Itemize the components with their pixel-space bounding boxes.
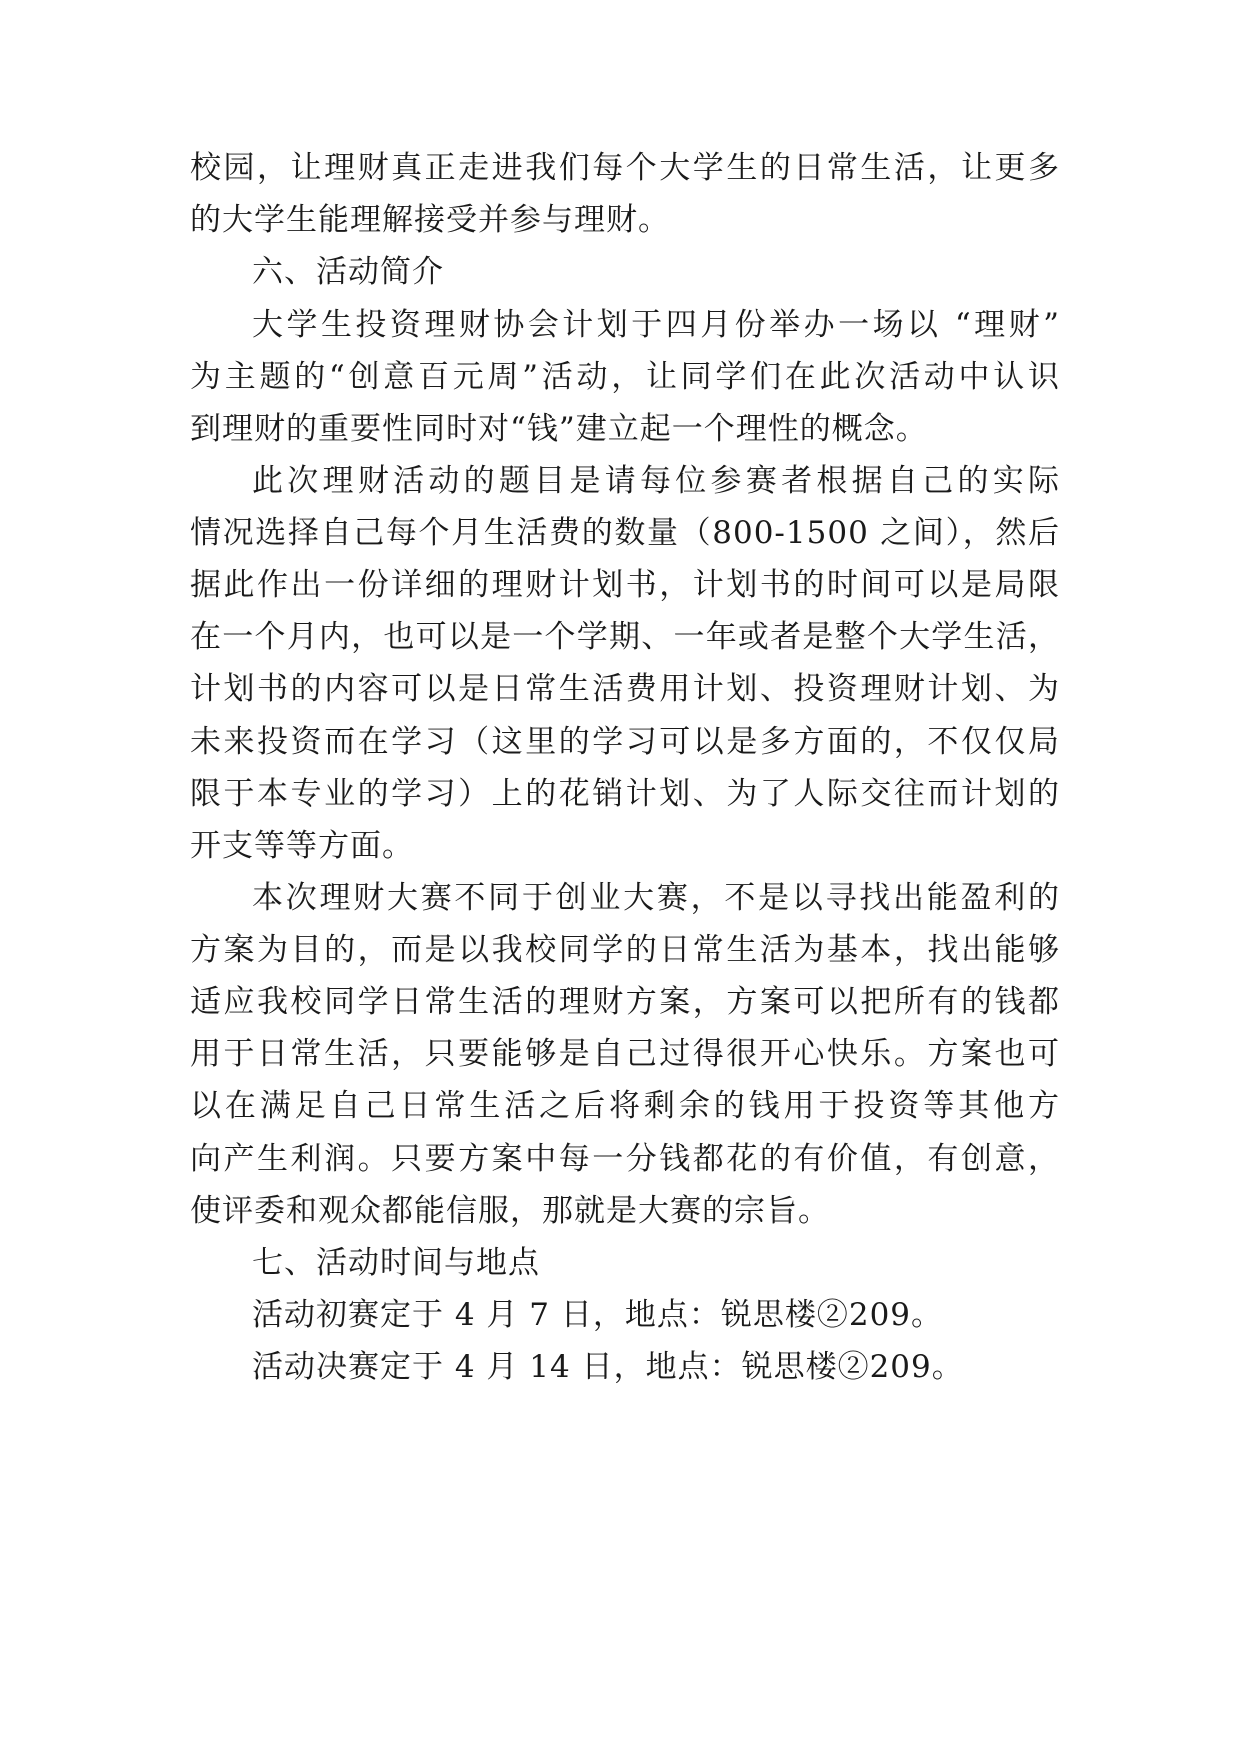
text-line: 用于日常生活，只要能够是自己过得很开心快乐。方案也可	[190, 1036, 1060, 1072]
text-line: 校园，让理财真正走进我们每个大学生的日常生活，让更多	[190, 150, 1060, 186]
text-line: 据此作出一份详细的理财计划书，计划书的时间可以是局限	[190, 567, 1060, 603]
text-line: 为主题的“创意百元周”活动，让同学们在此次活动中认识	[190, 359, 1060, 395]
text-line: 未来投资而在学习（这里的学习可以是多方面的，不仅仅局	[190, 724, 1060, 760]
text-line: 本次理财大赛不同于创业大赛，不是以寻找出能盈利的	[252, 880, 1060, 916]
text-line: 的大学生能理解接受并参与理财。	[190, 202, 670, 238]
text-line: 计划书的内容可以是日常生活费用计划、投资理财计划、为	[190, 671, 1060, 707]
text-line: 限于本专业的学习）上的花销计划、为了人际交往而计划的	[190, 776, 1060, 812]
section-heading: 六、活动简介	[252, 254, 444, 290]
section-heading: 七、活动时间与地点	[252, 1245, 540, 1281]
text-line: 适应我校同学日常生活的理财方案，方案可以把所有的钱都	[190, 984, 1060, 1020]
text-line: 此次理财活动的题目是请每位参赛者根据自己的实际	[252, 463, 1060, 499]
text-line: 到理财的重要性同时对“钱”建立起一个理性的概念。	[190, 411, 928, 447]
text-line: 以在满足自己日常生活之后将剩余的钱用于投资等其他方	[190, 1088, 1060, 1124]
text-line: 向产生利润。只要方案中每一分钱都花的有价值，有创意，	[190, 1141, 1060, 1177]
text-line: 使评委和观众都能信服，那就是大赛的宗旨。	[190, 1193, 830, 1229]
text-line: 情况选择自己每个月生活费的数量（800-1500 之间），然后	[190, 515, 1060, 551]
text-line: 开支等等方面。	[190, 828, 414, 864]
text-line: 活动决赛定于 4 月 14 日，地点：锐思楼②209。	[252, 1349, 964, 1385]
text-line: 活动初赛定于 4 月 7 日，地点：锐思楼②209。	[252, 1297, 944, 1333]
text-line: 在一个月内，也可以是一个学期、一年或者是整个大学生活，	[190, 619, 1060, 655]
text-line: 方案为目的，而是以我校同学的日常生活为基本，找出能够	[190, 932, 1060, 968]
text-line: 大学生投资理财协会计划于四月份举办一场以 “理财”	[252, 307, 1060, 343]
